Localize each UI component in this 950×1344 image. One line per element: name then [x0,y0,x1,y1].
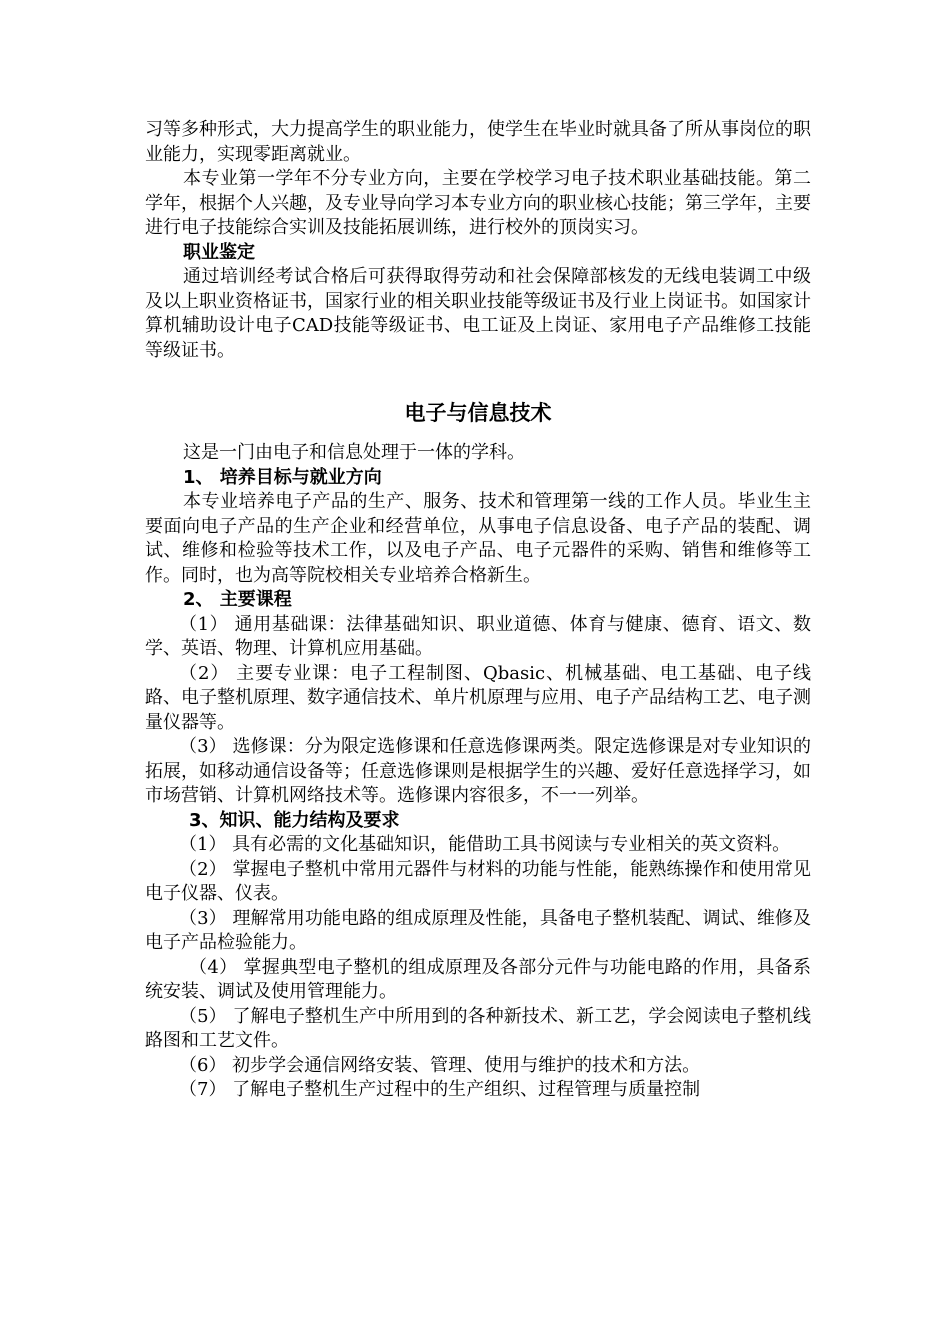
course-item-elective: （3） 选修课：分为限定选修课和任意选修课两类。限定选修课是对专业知识的拓展，如移动通信设备等；任意选修课则是根据学生的兴趣、爱好任意选择学习，如市场营销、计算机网络技术等。选修课内容很多，不一一列举。 [145,736,811,806]
heading-courses: 2、 主要课程 [183,589,292,610]
heading-certification: 职业鉴定 [183,241,255,263]
heading-goals: 1、 培养目标与就业方向 [183,466,382,488]
heading-requirements: 3、知识、能力结构及要求 [189,809,400,831]
section-title: 电子与信息技术 [404,401,552,425]
course-item-major: （2） 主要专业课：电子工程制图、Qbasic、机械基础、电工基础、电子线路、电子整机原理、数字通信技术、单片机原理与应用、电子产品结构工艺、电子测量仪器等。 [145,662,811,733]
paragraph-study-plan: 本专业第一学年不分专业方向，主要在学校学习电子技术职业基础技能。第二学年，根据个人兴趣，及专业导向学习本专业方向的职业核心技能；第三学年，主要进行电子技能综合实训及技能拓展训练，进行校外的顶岗实习。 [145,168,811,238]
paragraph-goals: 本专业培养电子产品的生产、服务、技术和管理第一线的工作人员。毕业生主要面向电子产品的生产企业和经营单位，从事电子信息设备、电子产品的装配、调试、维修和检验等技术工作，以及电子产品、电子元器件的采购、销售和维修等工作。同时，也为高等院校相关专业培养合格新生。 [145,491,811,586]
paragraph-certificates: 通过培训经考试合格后可获得取得劳动和社会保障部核发的无线电装调工中级及以上职业资格证书，国家行业的相关职业技能等级证书及行业上岗证书。如国家计算机辅助设计电子CAD技能等级证书、电工证及上岗证、家用电子产品维修工技能等级证书。 [145,266,811,361]
requirement-item-5: （5） 了解电子整机生产中所用到的各种新技术、新工艺，学会阅读电子整机线路图和工艺文件。 [145,1005,811,1051]
requirement-item-6: （6） 初步学会通信网络安装、管理、使用与维护的技术和方法。 [179,1054,701,1076]
document-page [145,118,811,1103]
paragraph-employment-ability: 习等多种形式，大力提高学生的职业能力，使学生在毕业时就具备了所从事岗位的职业能力，实现零距离就业。 [145,119,811,165]
course-item-general: （1） 通用基础课：法律基础知识、职业道德、体育与健康、德育、语文、数学、英语、物理、计算机应用基础。 [145,613,811,659]
requirement-item-4: （4） 掌握典型电子整机的组成原理及各部分元件与功能电路的作用，具备系统安装、调试及使用管理能力。 [145,956,811,1002]
requirement-item-3: （3） 理解常用功能电路的组成原理及性能，具备电子整机装配、调试、维修及电子产品检验能力。 [145,907,811,953]
requirement-item-7: （7） 了解电子整机生产过程中的生产组织、过程管理与质量控制 [179,1079,701,1100]
paragraph-intro: 这是一门由电子和信息处理于一体的学科。 [183,442,525,463]
requirement-item-1: （1） 具有必需的文化基础知识，能借助工具书阅读与专业相关的英文资料。 [179,834,791,855]
requirement-item-2: （2） 掌握电子整机中常用元器件与材料的功能与性能，能熟练操作和使用常见电子仪器、仪表。 [145,858,811,904]
